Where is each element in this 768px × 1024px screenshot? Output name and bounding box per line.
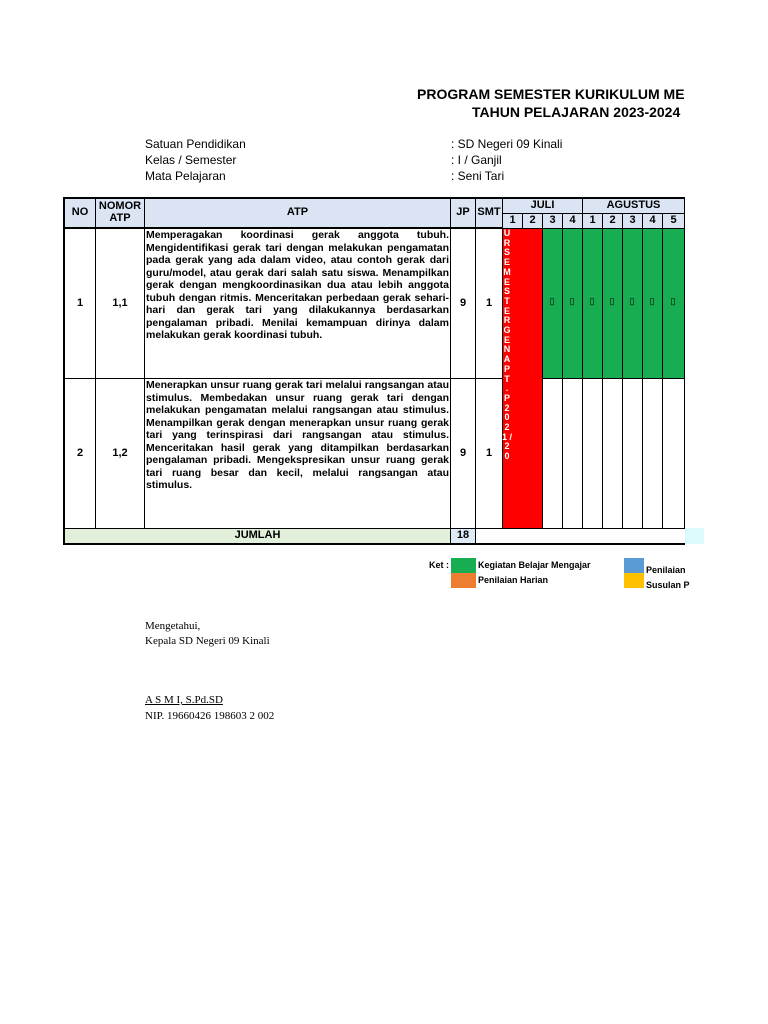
row2-agustus-1	[582, 378, 603, 529]
sign-jabatan: Kepala SD Negeri 09 Kinali	[145, 635, 270, 647]
week-juli-4: 4	[569, 214, 576, 226]
week-agustus-1: 1	[589, 214, 596, 226]
row1-jp: 9	[459, 297, 467, 309]
week-agustus-3: 3	[629, 214, 636, 226]
row1-mark-agustus-5: ▯	[670, 296, 676, 306]
header-agustus: AGUSTUS	[606, 199, 661, 211]
page-title-line2: TAHUN PELAJARAN 2023-2024	[472, 104, 681, 120]
header-no: NO	[71, 206, 89, 218]
info-label-satuan: Satuan Pendidikan	[145, 137, 246, 151]
sign-mengetahui: Mengetahui,	[145, 620, 201, 632]
row1-smt: 1	[485, 297, 493, 309]
row1-mark-agustus-4: ▯	[649, 296, 655, 306]
holiday-vertical-text: U R S E M E S T E R G E N A P T . P 2 0 2 1 / 2 0	[502, 228, 513, 462]
header-jp: JP	[456, 206, 470, 218]
row2-agustus-5	[662, 378, 685, 529]
legend-label-penilaian: Penilaian	[646, 565, 686, 575]
jumlah-label: JUMLAH	[234, 529, 281, 541]
row1-mark-agustus-2: ▯	[609, 296, 615, 306]
legend-label-ph: Penilaian Harian	[478, 575, 549, 585]
jumlah-value: 18	[456, 529, 470, 541]
header-nomor-atp: NOMOR ATP	[98, 200, 142, 224]
header-juli: JULI	[530, 199, 555, 211]
legend-swatch-ph	[451, 573, 476, 588]
legend-label-susulan: Susulan P	[646, 580, 690, 590]
week-agustus-5: 5	[670, 214, 677, 226]
legend-label-kbm: Kegiatan Belajar Mengajar	[478, 560, 591, 570]
row1-atp-text: Memperagakan koordinasi gerak anggota tubuh. Mengidentifikasi gerak tari dengan melakukan pengamatan pada gerak yang ada dalam video, atau contoh gerak dari guru/model, atau gerak dari salah satu siswa. Menampilkan gerak dengan mengkoordinasikan dua atau lebih anggota tubuh dengan ritmis. Menceritakan perbedaan gerak sehari-hari dan gerak tari yang dilakukannya berdasarkan pengalaman pribadi. Menilai kemampuan dirinya dalam melakukan gerak koordinasi tubuh.	[146, 229, 449, 341]
row2-no: 2	[76, 447, 84, 459]
row1-mark-juli-4: ▯	[569, 296, 575, 306]
legend-swatch-susulan	[624, 573, 644, 588]
legend-ket: Ket :	[429, 560, 449, 570]
info-value-mapel: : Seni Tari	[451, 169, 505, 183]
row2-smt: 1	[485, 447, 493, 459]
sign-nip: NIP. 19660426 198603 2 002	[145, 710, 275, 722]
row2-juli-3	[542, 378, 563, 529]
row2-nomor: 1,2	[112, 447, 128, 459]
row2-juli-4	[562, 378, 583, 529]
legend-swatch-penilaian	[624, 558, 644, 573]
row1-mark-agustus-3: ▯	[629, 296, 635, 306]
week-agustus-4: 4	[649, 214, 656, 226]
legend-swatch-kbm	[451, 558, 476, 573]
week-juli-3: 3	[549, 214, 556, 226]
row2-atp-text: Menerapkan unsur ruang gerak tari melalui rangsangan atau stimulus. Membedakan unsur ruang gerak tari dengan melakukan pengamatan melalui rangsangan atau stimulus. Menampilkan gerak dengan menerapkan unsur ruang gerak tari yang terinspirasi dari rangsangan atau stimulus. Menceritakan hasil gerak yang ditampilkan berdasarkan pengalaman pribadi. Mengekspresikan unsur ruang gerak tari ruang besar dan kecil, melalui rangsangan atau stimulus.	[146, 379, 449, 491]
jumlah-row-rest	[475, 528, 685, 544]
sign-nama: A S M I, S.Pd.SD	[145, 694, 223, 706]
info-label-kelas: Kelas / Semester	[145, 153, 237, 167]
week-agustus-2: 2	[609, 214, 616, 226]
header-atp: ATP	[286, 206, 309, 218]
week-juli-2: 2	[529, 214, 536, 226]
page-title-line1: PROGRAM SEMESTER KURIKULUM ME	[417, 86, 685, 102]
info-value-satuan: : SD Negeri 09 Kinali	[451, 137, 563, 151]
row1-nomor: 1,1	[112, 297, 128, 309]
row2-agustus-3	[622, 378, 643, 529]
row1-mark-agustus-1: ▯	[589, 296, 595, 306]
info-label-mapel: Mata Pelajaran	[145, 169, 226, 183]
row1-no: 1	[76, 297, 84, 309]
week-juli-1: 1	[509, 214, 516, 226]
row2-agustus-2	[602, 378, 623, 529]
row2-agustus-4	[642, 378, 663, 529]
row1-mark-juli-3: ▯	[549, 296, 555, 306]
info-value-kelas: : I / Ganjil	[451, 153, 502, 167]
jumlah-cyan-tail	[685, 528, 704, 544]
header-smt: SMT	[477, 206, 501, 218]
row2-jp: 9	[459, 447, 467, 459]
